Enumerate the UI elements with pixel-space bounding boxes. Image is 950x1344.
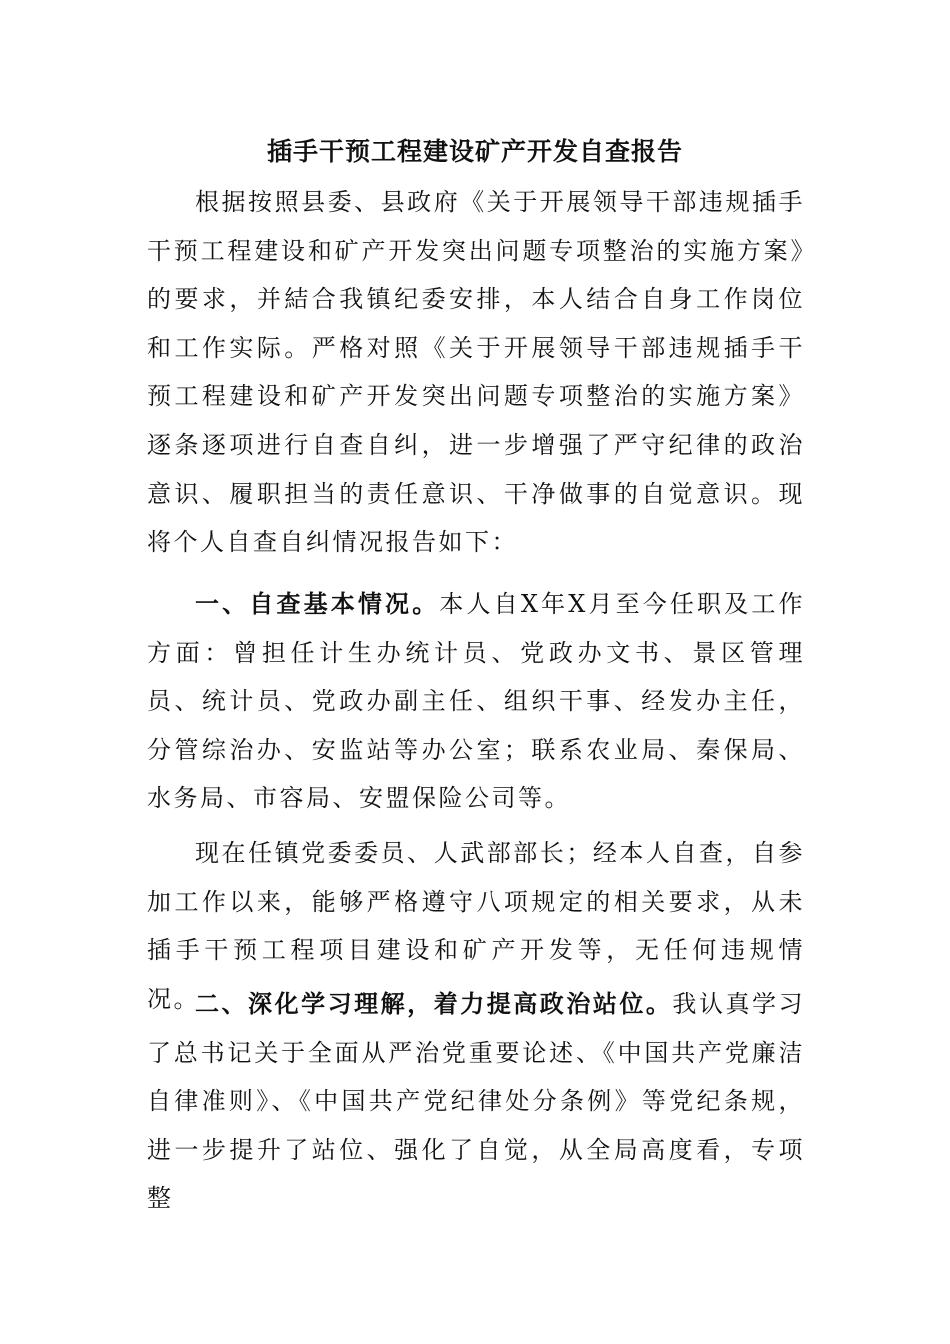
paragraph-text: 我认真学习了总书记关于全面从严治党重要论述、《中国共产党廉洁自律准则》、《中国共产党纪律处分条例》等党纪条规，进一步提升了站位、强化了自觉，从全局高度看，专项整 xyxy=(147,990,806,1213)
paragraph-section-1 xyxy=(147,580,805,823)
document-title: 插手干预工程建设矿产开发自查报告 xyxy=(266,137,683,166)
paragraph-text: 现在任镇党委委员、人武部部长；经本人自查，自参加工作以来，能够严格遵守八项规定的相关要求，从未插手干预工程项目建设和矿产开发等，无任何违规情况。 xyxy=(147,839,805,1013)
section-heading: 一、自查基本情况。 xyxy=(195,589,440,618)
paragraph-text: 根据按照县委、县政府《关于开展领导干部违规插手干预工程建设和矿产开发突出问题专项整治的实施方案》的要求，并結合我镇纪委安排，本人结合自身工作岗位和工作实际。严格对照《关于开展领导干部违规插手干预工程建设和矿产开发突出问题专项整治的实施方案》逐条逐项进行自查自纠，进一步增强了严守纪律的政治意识、履职担当的责任意识、干净做事的自觉意识。现将个人自查自纠情况报告如下： xyxy=(147,188,805,557)
paragraph-intro xyxy=(147,178,805,567)
section-heading: 二、深化学习理解，着力提高政治站位。 xyxy=(195,989,673,1018)
paragraph-section-2 xyxy=(147,980,805,1223)
paragraph-text: 本人自X年X月至今任职及工作方面：曾担任计生办统计员、党政办文书、景区管理员、统计员、党政办副主任、组织干事、经发办主任，分管综治办、安监站等办公室；联系农业局、秦保局、水务局、市容局、安盟保险公司等。 xyxy=(147,590,806,813)
